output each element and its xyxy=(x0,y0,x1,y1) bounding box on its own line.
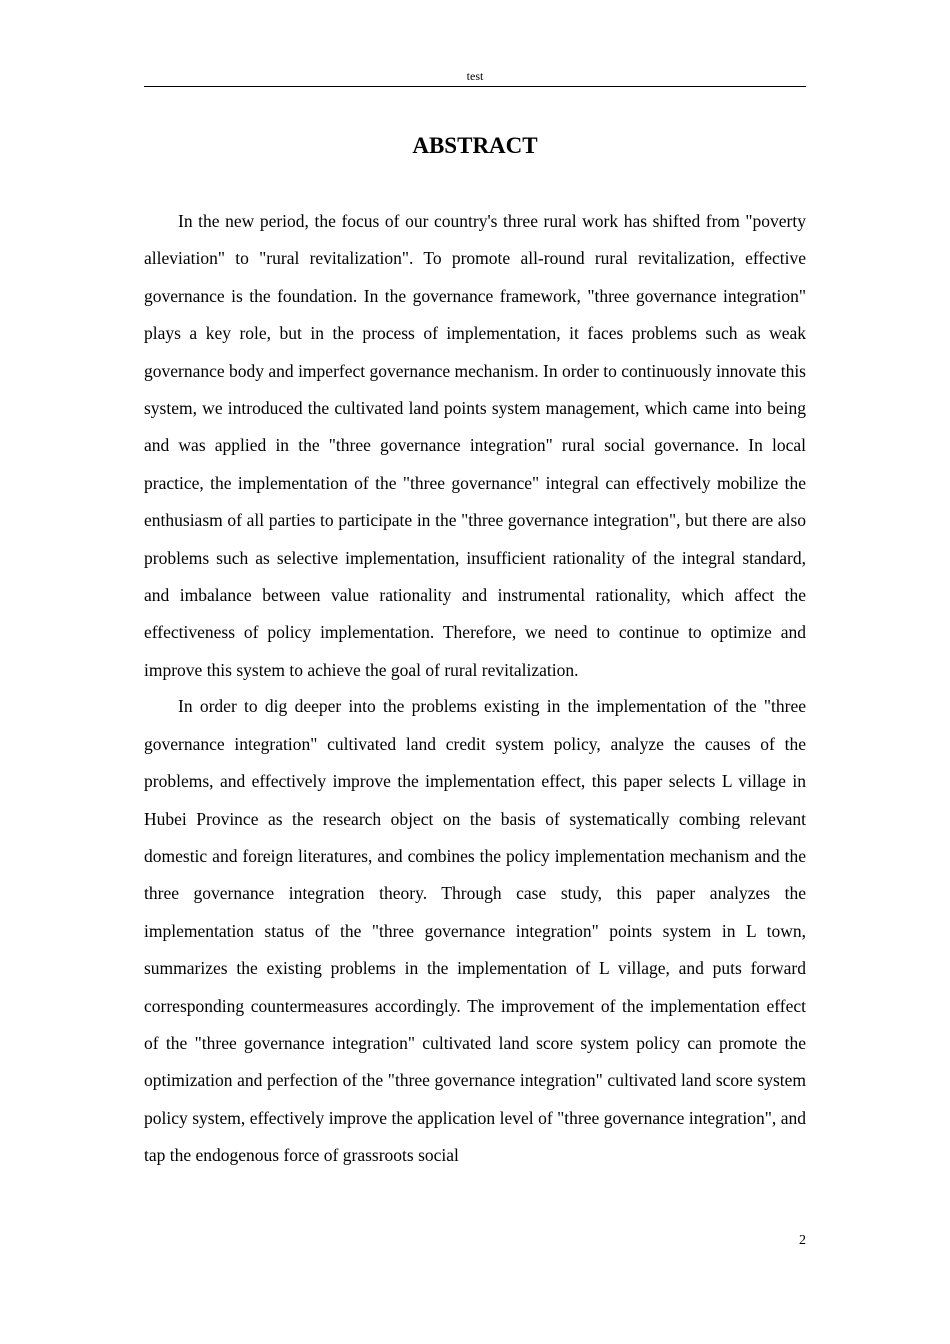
running-header: test xyxy=(466,69,484,83)
page-number: 2 xyxy=(799,1233,806,1248)
header-rule xyxy=(144,86,806,87)
abstract-paragraph-1: In the new period, the focus of our country's three rural work has shifted from "poverty alleviation" to "rural revitalization". To promote all-round rural revitalization, effective governance is the foundation. In the governance framework, "three governance integration" plays a key role, but in the process of implementation, it faces problems such as weak governance body and imperfect governance mechanism. In order to continuously innovate this system, we introduced the cultivated land points system management, which came into being and was applied in the "three governance integration" rural social governance. In local practice, the implementation of the "three governance" integral can effectively mobilize the enthusiasm of all parties to participate in the "three governance integration", but there are also problems such as selective implementation, insufficient rationality of the integral standard, and imbalance between value rationality and instrumental rationality, which affect the effectiveness of policy implementation. Therefore, we need to continue to optimize and improve this system to achieve the goal of rural revitalization. xyxy=(144,211,806,680)
abstract-title: ABSTRACT xyxy=(412,133,538,158)
abstract-body xyxy=(144,203,806,1175)
abstract-paragraph-2: In order to dig deeper into the problems existing in the implementation of the "three governance integration" cultivated land credit system policy, analyze the causes of the problems, and effectively improve the implementation effect, this paper selects L village in Hubei Province as the research object on the basis of systematically combing relevant domestic and foreign literatures, and combines the policy implementation mechanism and the three governance integration theory. Through case study, this paper analyzes the implementation status of the "three governance integration" points system in L town, summarizes the existing problems in the implementation of L village, and puts forward corresponding countermeasures accordingly. The improvement of the implementation effect of the "three governance integration" cultivated land score system policy can promote the optimization and perfection of the "three governance integration" cultivated land score system policy system, effectively improve the application level of "three governance integration", and tap the endogenous force of grassroots social xyxy=(144,696,806,1166)
